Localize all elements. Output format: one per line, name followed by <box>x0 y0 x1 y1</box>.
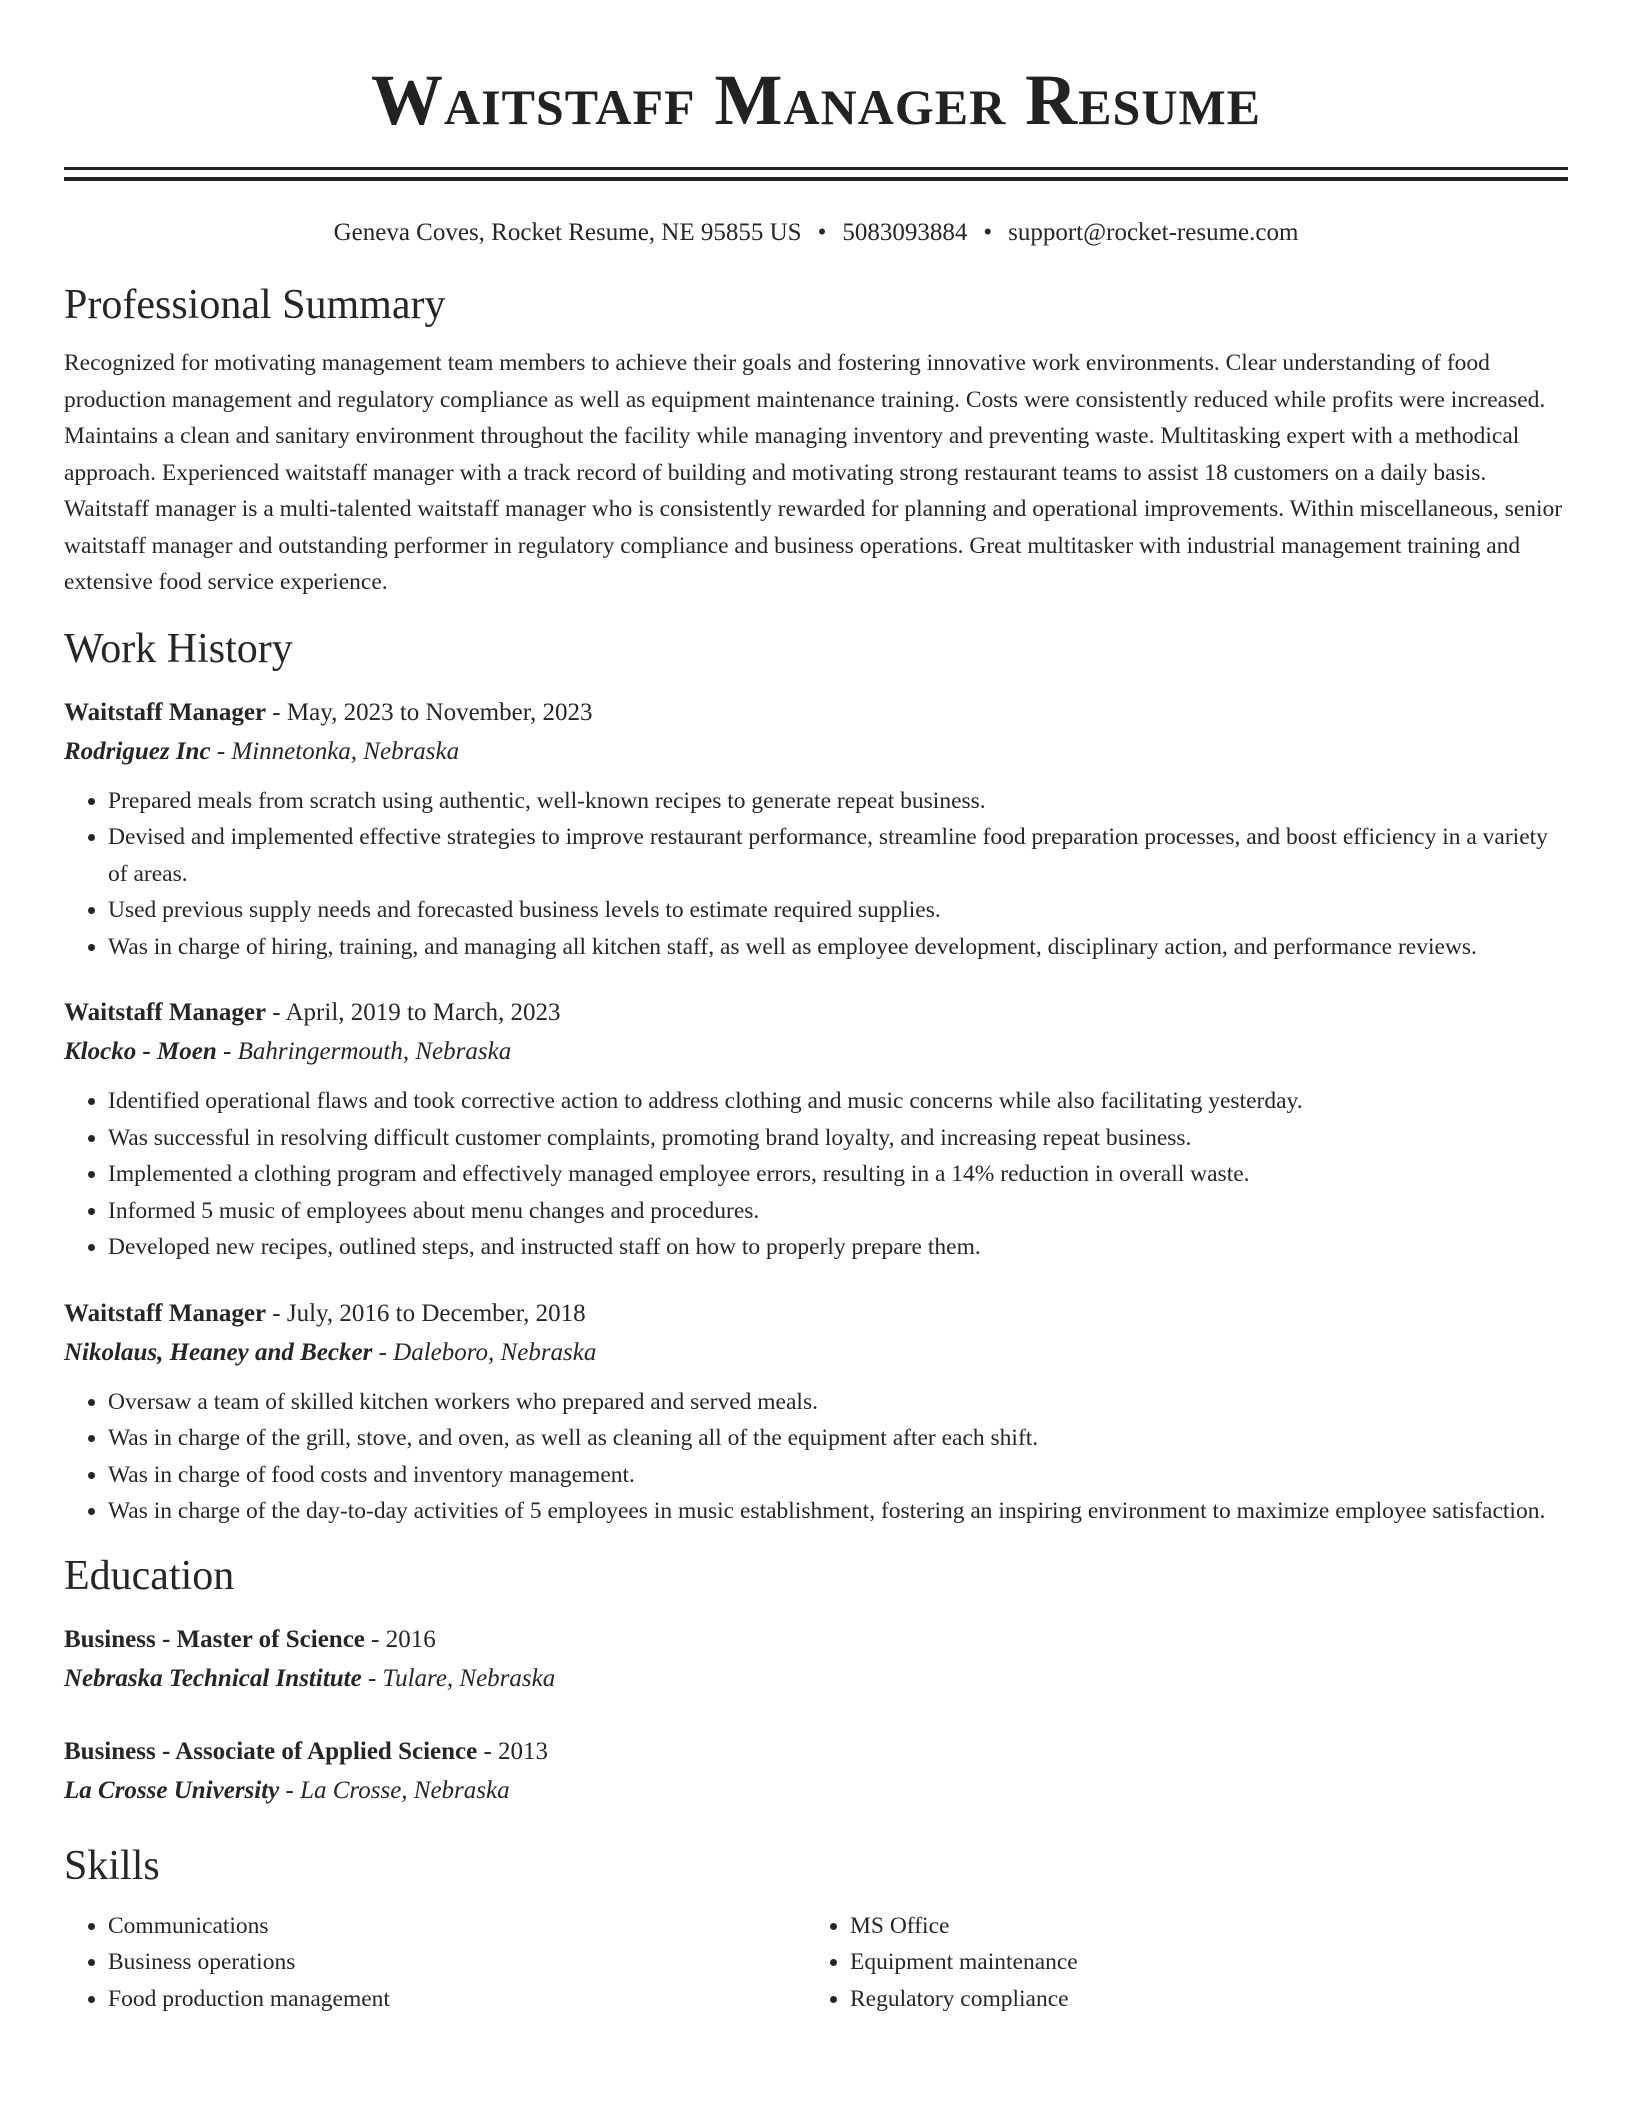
education-entry <box>64 1620 1568 1698</box>
job-bullet: • Was in charge of the grill, stove, and oven, as well as cleaning all of the equipment after each shift. <box>108 1420 1568 1457</box>
education-year: - 2013 <box>477 1737 549 1765</box>
job-title: Waitstaff Manager <box>64 1299 267 1327</box>
contact-separator: • <box>817 219 827 246</box>
summary-heading: Professional Summary <box>64 282 446 328</box>
education-school-line <box>64 1659 1568 1698</box>
education-degree-line <box>64 1620 1568 1659</box>
skill-item: • MS Office <box>850 1908 1560 1945</box>
job-bullet: • Oversaw a team of skilled kitchen workers who prepared and served meals. <box>108 1384 1568 1421</box>
job-entry <box>64 1294 1568 1530</box>
job-bullet: • Was in charge of the day-to-day activities of 5 employees in music establishment, fostering an inspiring environment to maximize employee satisfaction. <box>108 1493 1568 1530</box>
job-company: Klocko - Moen <box>64 1038 217 1065</box>
job-title-line <box>64 693 1568 732</box>
job-bullets <box>64 1083 1568 1266</box>
job-title: Waitstaff Manager <box>64 999 267 1026</box>
job-bullet: • Used previous supply needs and forecasted business levels to estimate required supplies. <box>108 892 1568 929</box>
skills-grid <box>64 1908 1568 2018</box>
skill-item: • Equipment maintenance <box>850 1944 1560 1981</box>
contact-phone: 5083093884 <box>842 219 968 246</box>
job-title: Waitstaff Manager <box>64 698 267 726</box>
job-bullet: • Was successful in resolving difficult customer complaints, promoting brand loyalty, and increasing repeat business. <box>108 1120 1568 1157</box>
job-entry <box>64 693 1568 966</box>
contact-separator: • <box>983 219 993 246</box>
title-divider-bottom <box>64 177 1568 181</box>
resume-page <box>64 0 1568 2017</box>
education-degree-line <box>64 1732 1568 1771</box>
job-bullet: • Identified operational flaws and took corrective action to address clothing and music concerns while also facilitating yesterday. <box>108 1083 1568 1120</box>
job-bullets <box>64 1384 1568 1530</box>
education-heading: Education <box>64 1552 235 1599</box>
job-title-line <box>64 993 1568 1032</box>
job-company-line <box>64 1333 1568 1372</box>
job-location: - Minnetonka, Nebraska <box>210 737 460 765</box>
skills-column-left <box>64 1908 806 2018</box>
skill-item: • Business operations <box>108 1944 806 1981</box>
job-bullet: • Developed new recipes, outlined steps, and instructed staff on how to properly prepare them. <box>108 1229 1568 1266</box>
skill-item: • Communications <box>108 1908 806 1945</box>
job-bullet: • Prepared meals from scratch using authentic, well-known recipes to generate repeat business. <box>108 783 1568 820</box>
education-entry <box>64 1732 1568 1810</box>
job-company-line <box>64 1032 1568 1071</box>
education-school: La Crosse University <box>64 1776 280 1804</box>
job-bullet: • Devised and implemented effective strategies to improve restaurant performance, streamline food preparation processes, and boost efficiency in a variety of areas. <box>108 819 1568 892</box>
job-company: Nikolaus, Heaney and Becker <box>64 1338 373 1366</box>
education-degree: Business - Associate of Applied Science <box>64 1737 478 1765</box>
education-location: - La Crosse, Nebraska <box>279 1776 510 1804</box>
resume-title: Waitstaff Manager Resume <box>371 60 1261 140</box>
job-dates: - May, 2023 to November, 2023 <box>266 698 593 726</box>
skill-item: • Regulatory compliance <box>850 1981 1560 2018</box>
job-company: Rodriguez Inc <box>64 737 211 765</box>
title-divider-top <box>64 167 1568 170</box>
work-history-heading: Work History <box>64 625 293 672</box>
job-location: - Bahringermouth, Nebraska <box>216 1038 512 1065</box>
skills-heading: Skills <box>64 1842 160 1889</box>
skills-column-right <box>806 1908 1560 2018</box>
job-title-line <box>64 1294 1568 1333</box>
education-year: - 2016 <box>364 1625 436 1653</box>
job-entry <box>64 993 1568 1266</box>
education-school-line <box>64 1771 1568 1810</box>
contact-address: Geneva Coves, Rocket Resume, NE 95855 US <box>333 219 802 246</box>
contact-line <box>64 217 1568 249</box>
job-dates: - April, 2019 to March, 2023 <box>266 999 561 1026</box>
job-bullets <box>64 783 1568 966</box>
job-dates: - July, 2016 to December, 2018 <box>266 1299 586 1327</box>
job-bullet: • Was in charge of hiring, training, and managing all kitchen staff, as well as employee development, disciplinary action, and performance reviews. <box>108 929 1568 966</box>
job-company-line <box>64 732 1568 771</box>
job-bullet: • Implemented a clothing program and effectively managed employee errors, resulting in a 14% reduction in overall waste. <box>108 1156 1568 1193</box>
skill-item: • Food production management <box>108 1981 806 2018</box>
job-location: - Daleboro, Nebraska <box>372 1338 597 1366</box>
education-degree: Business - Master of Science <box>64 1625 365 1653</box>
contact-email: support@rocket-resume.com <box>1008 219 1299 246</box>
summary-text: Recognized for motivating management team members to achieve their goals and fostering innovative work environments. Clear understanding of food production management and regulatory compliance as well as equipment maintenance training. Costs were consistently reduced while profits were increased. Maintains a clean and sanitary environment throughout the facility while managing inventory and preventing waste. Multitasking expert with a methodical approach. Experienced waitstaff manager with a track record of building and motivating strong restaurant teams to assist 18 customers on a daily basis. Waitstaff manager is a multi-talented waitstaff manager who is consistently rewarded for planning and operational improvements. Within miscellaneous, senior waitstaff manager and outstanding performer in regulatory compliance and business operations. Great multitasker with industrial management training and extensive food service experience. <box>64 350 1563 595</box>
education-school: Nebraska Technical Institute <box>64 1664 362 1692</box>
job-bullet: • Informed 5 music of employees about menu changes and procedures. <box>108 1193 1568 1230</box>
job-bullet: • Was in charge of food costs and inventory management. <box>108 1457 1568 1494</box>
education-location: - Tulare, Nebraska <box>361 1664 556 1692</box>
